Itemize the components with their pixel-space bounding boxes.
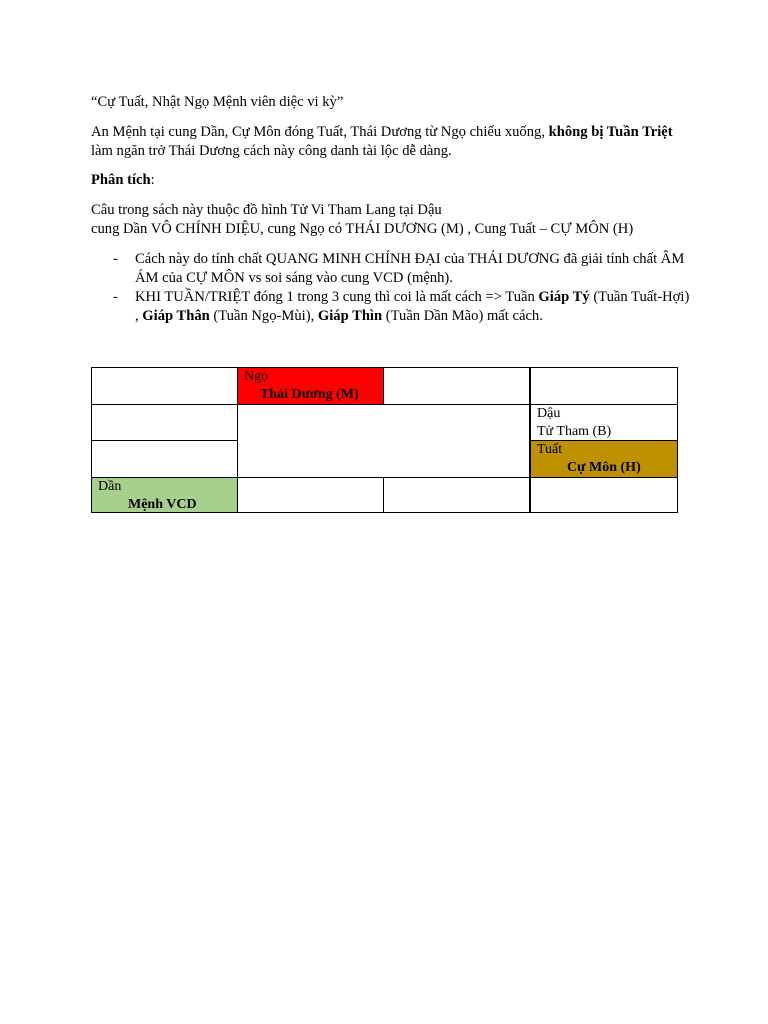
intro-bold: không bị Tuần Triệt	[548, 124, 673, 140]
bullet-2-bold-2: Giáp Thân	[142, 308, 210, 324]
palace-cell-mui	[383, 367, 530, 405]
analysis-paragraph	[91, 201, 691, 239]
palace-ngo-star: Thái Dương (M)	[260, 387, 359, 402]
palace-cell-suu	[237, 477, 384, 513]
palace-cell-dan	[91, 477, 238, 513]
analysis-heading-label: Phân tích	[91, 172, 151, 188]
palace-cell-ty	[383, 477, 530, 513]
bullet-2-text-c: (Tuần Tuất-Hợi) ,	[135, 289, 690, 324]
palace-center	[237, 404, 530, 478]
bullet-dash: -	[113, 251, 118, 267]
palace-tuat-star: Cự Môn (H)	[567, 460, 641, 475]
bullet-list	[91, 250, 691, 326]
intro-text-b: làm ngăn trở Thái Dương cách này công danh tài lộc dễ dàng.	[91, 143, 452, 159]
palace-cell-than	[530, 367, 678, 405]
bullet-dash: -	[113, 289, 118, 305]
bullet-2-text-a: KHI TUẦN/TRIỆT đóng 1 trong 3 cung thì coi là mất cách => Tuần	[135, 289, 539, 305]
opening-quote: “Cự Tuất, Nhật Ngọ Mệnh viên diệc vi kỳ”	[91, 94, 344, 110]
intro-text-a: An Mệnh tại cung Dần, Cự Môn đóng Tuất, Thái Dương từ Ngọ chiếu xuống,	[91, 124, 549, 140]
palace-ngo-label: Ngọ	[244, 369, 269, 384]
palace-dau-star: Tử Tham (B)	[537, 424, 612, 439]
bullet-item-1	[91, 250, 691, 288]
palace-cell-mao	[91, 440, 238, 478]
bullet-item-2	[91, 288, 691, 326]
palace-cell-hoi	[530, 477, 678, 513]
bullet-2-bold-3: Giáp Thìn	[317, 308, 383, 324]
bullet-1-text: Cách này do tính chất QUANG MINH CHÍNH ĐẠI của THÁI DƯƠNG đã giải tính chất ÂM ÁM của CỰ MÔN vs soi sáng vào cung VCD (mệnh).	[135, 251, 685, 286]
palace-cell-tyj	[91, 367, 238, 405]
intro-paragraph	[91, 123, 691, 161]
bullet-2-text-d: (Tuần Ngọ-Mùi),	[209, 308, 318, 324]
bullet-2-text-e: (Tuần Dần Mão) mất cách.	[382, 308, 543, 324]
analysis-line-2: cung Dần VÔ CHÍNH DIỆU, cung Ngọ có THÁI DƯƠNG (M) , Cung Tuất – CỰ MÔN (H)	[91, 221, 634, 237]
palace-chart	[91, 367, 678, 513]
analysis-line-1: Câu trong sách này thuộc đồ hình Tử Vi Tham Lang tại Dậu	[91, 202, 442, 218]
palace-cell-thin	[91, 404, 238, 441]
analysis-heading	[91, 171, 691, 190]
analysis-heading-colon: :	[150, 172, 155, 188]
palace-dan-label: Dần	[98, 479, 122, 494]
palace-dan-star: Mệnh VCD	[128, 497, 197, 512]
palace-cell-tuat	[530, 440, 678, 478]
palace-cell-ngo	[237, 367, 384, 405]
palace-tuat-label: Tuất	[537, 442, 563, 457]
palace-cell-dau	[530, 404, 678, 441]
palace-dau-label: Dậu	[537, 406, 561, 421]
bullet-2-bold-1: Giáp Tý	[538, 289, 590, 305]
